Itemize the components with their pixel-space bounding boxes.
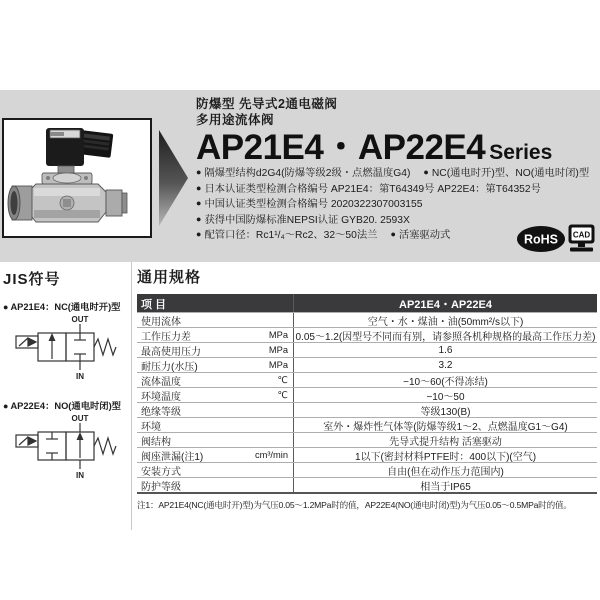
col-header-series: AP21E4・AP22E4 (399, 299, 492, 311)
row-value: 1以下(密封材料PTFE时：400以下)(空气) (354, 451, 537, 463)
jis-symbol-no-diagram (3, 414, 128, 482)
feature-bullet: ● 中国认证类型检测合格编号 2020322307003155 (196, 199, 423, 210)
bullet-line (196, 166, 596, 182)
row-label: 耐压力(水压) (141, 361, 198, 373)
row-unit: ℃ (277, 389, 288, 400)
series-suffix: Series (489, 141, 553, 164)
row-unit: MPa (268, 345, 288, 355)
jis-item-ap21e4-label: ● AP21E4：NC(通电时开)型 (3, 299, 131, 313)
cad-icon (567, 223, 596, 253)
rohs-badge-icon (516, 225, 566, 253)
table-row (137, 342, 597, 357)
table-row (137, 312, 597, 327)
header-band (0, 90, 600, 262)
row-label: 环境温度 (141, 391, 181, 403)
row-value: 3.2 (438, 359, 453, 371)
subtitle-line2: 多用途流体阀 (196, 113, 275, 127)
series-code: AP21E4・AP22E4 (196, 128, 486, 167)
table-row (137, 357, 597, 372)
row-unit: MPa (268, 330, 288, 340)
table-row (137, 387, 597, 402)
table-row (137, 402, 597, 417)
row-value: −10～50 (426, 391, 465, 403)
port-out-label: OUT (71, 414, 89, 423)
jis-symbols-section (0, 262, 132, 530)
row-label: 流体温度 (141, 376, 181, 388)
feature-bullet: ● 活塞驱动式 (390, 230, 450, 241)
row-label: 最高使用压力 (141, 346, 201, 358)
table-row (137, 462, 597, 477)
cad-label: CAD (572, 230, 591, 240)
table-row (137, 327, 597, 342)
row-label: 阀座泄漏(注1) (141, 451, 204, 463)
general-specs-section (137, 262, 597, 511)
jis-heading: JIS符号 (3, 271, 61, 288)
rohs-label: RoHS (523, 232, 559, 247)
table-row (137, 432, 597, 447)
row-label: 防护等级 (141, 481, 181, 493)
port-in-label: IN (76, 372, 84, 381)
row-value: 等级130(B) (420, 406, 471, 418)
solenoid-valve-image (4, 120, 150, 236)
port-in-label: IN (76, 471, 84, 480)
row-unit: cm³/min (254, 450, 288, 460)
feature-bullet: ● 隔爆型结构d2G4(防爆等级2级・点燃温度G4) (196, 168, 410, 179)
row-value: 室外・爆炸性气体等(防爆等级1～2、点燃温度G1～G4) (323, 421, 568, 433)
col-header-item: 项 目 (137, 294, 294, 312)
table-row (137, 417, 597, 432)
row-unit: MPa (268, 360, 288, 370)
footnote: 注1：AP21E4(NC(通电时开)型)为气压0.05～1.2MPa时的值，AP22E4(NO(通电时闭)型)为气压0.05～0.5MPa时的值。 (137, 500, 572, 510)
title-block (196, 96, 552, 172)
row-label: 使用流体 (141, 316, 181, 328)
bullet-line (196, 182, 596, 198)
feature-bullet: ● 配管口径：Rc1¹/₄～Rc2、32～50法兰 (196, 230, 377, 241)
feature-bullet: ● NC(通电时开)型、NO(通电时闭)型 (423, 168, 589, 179)
table-row (137, 447, 597, 462)
specs-table (137, 294, 597, 494)
row-value: −10～60(不得冻结) (403, 376, 488, 388)
row-label: 阀结构 (141, 436, 171, 448)
jis-symbol-nc-diagram (3, 315, 128, 383)
table-header-row (137, 294, 597, 312)
row-value: 先导式提升结构 活塞驱动 (389, 436, 502, 448)
port-out-label: OUT (71, 315, 89, 324)
row-label: 安装方式 (141, 466, 181, 478)
row-value: 相当于IP65 (420, 481, 471, 493)
table-row (137, 477, 597, 492)
bullet-line (196, 197, 596, 213)
row-label: 环境 (141, 421, 161, 433)
row-label: 绝缘等级 (141, 406, 181, 418)
feature-bullet: ● 日本认证类型检测合格编号 AP21E4：第T64349号 AP22E4：第T64352号 (196, 184, 541, 195)
row-label: 工作压力差 (141, 331, 191, 343)
row-value: 0.05～1.2(因型号不同而有别，请参照各机种规格的最高工作压力差) (295, 331, 596, 343)
row-value: 自由(但在动作压力范围内) (387, 466, 504, 478)
specs-heading: 通用规格 (137, 269, 202, 286)
jis-item-ap22e4-label: ● AP22E4：NO(通电时闭)型 (3, 398, 131, 412)
product-photo (2, 118, 152, 238)
subtitle-line1: 防爆型 先导式2通电磁阀 (196, 97, 338, 111)
arrow-right-icon (159, 130, 188, 226)
row-value: 1.6 (438, 344, 453, 356)
row-unit: ℃ (277, 374, 288, 385)
feature-bullet: ● 获得中国防爆标准NEPSI认证 GYB20. 2593X (196, 215, 410, 226)
table-row (137, 372, 597, 387)
row-value: 空气・水・煤油・油(50mm²/s以下) (367, 316, 524, 328)
